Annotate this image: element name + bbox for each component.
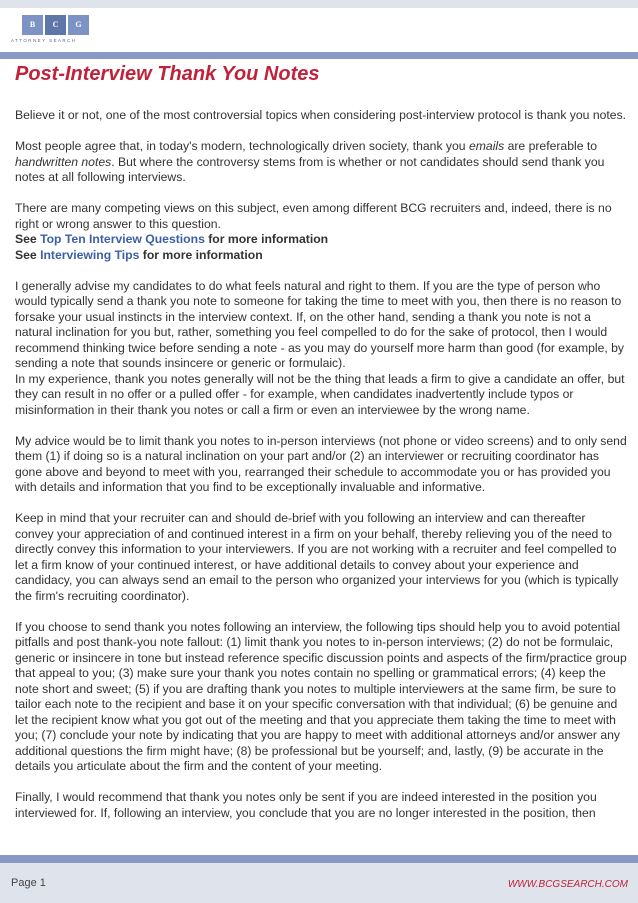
page-number: Page 1 — [11, 877, 46, 889]
recruiter-paragraph: Keep in mind that your recruiter can and should de-brief with you following an interview and can thereafter convey your appreciation of and continued interest in a firm on your behalf, thereby relieving you of the need to directly convey this information to your interviewers. If you are not working with a recruiter and feel compelled to let a firm know of your continued interest, or have additional details to convey about your experience and candidacy, you can always send an email to the person who organized your interviews for you (which is typically the firm's recruiting coordinator). — [15, 511, 619, 603]
experience-paragraph: In my experience, thank you notes generally will not be the thing that leads a firm to give a candidate an offer, but they can result in no offer or a pulled offer - for example, when candidates inadvertently include typos or misinformation in their thank you notes or call a firm or even an interviewee by the wrong name. — [15, 371, 625, 417]
logo-letter-c: C — [45, 15, 66, 35]
logo-letter-g: G — [68, 15, 89, 35]
views-paragraph: There are many competing views on this subject, even among different BCG recruiters and, indeed, there is no right or wrong answer to this question. — [15, 201, 612, 231]
footer-rule — [0, 855, 638, 863]
text-run: Most people agree that, in today's modern, technologically driven society, thank you — [15, 139, 469, 153]
logo-letters — [22, 15, 91, 35]
article-body — [15, 108, 627, 821]
limit-paragraph: My advice would be to limit thank you notes to in-person interviews (not phone or video screens) and to only send them (1) if doing so is a natural inclination on your part and/or (2) an interviewer or recruiting coordinator has gone above and beyond to meet with you, rearranged their schedule to accommodate you or has provided you with details and information that you find to be exceptionally invaluable and informative. — [15, 433, 627, 494]
logo-subtitle: ATTORNEY SEARCH — [11, 38, 77, 43]
page-title: Post-Interview Thank You Notes — [15, 63, 320, 85]
bcg-logo — [11, 15, 101, 47]
emails-paragraph — [15, 139, 627, 186]
see-prefix: See — [15, 247, 41, 262]
link-top-ten-interview-questions[interactable]: Top Ten Interview Questions — [40, 232, 205, 246]
text-run: . But where the controversy stems from is whether or not candidates should send thank you notes at all following interviews. — [15, 154, 605, 184]
tips-paragraph: If you choose to send thank you notes following an interview, the following tips should help you to avoid potential pitfalls and post thank-you note fallout: (1) limit thank you notes to in-person interviews; (2) do not be formulaic, generic or insincere in tone but instead reference specific discussion points and aspects of the firm/practice group that appeal to you; (3) make sure your thank you notes contain no spelling or grammatical errors; (4) keep the note short and sweet; (5) if you are drafting thank you notes to multiple interviewers at the same firm, be sure to tailor each note to the recipient and base it on your specific conversation with that individual; (6) be genuine and let the recipient know what you got out of the meeting and that you appreciate them taking the time to meet with you; (7) conclude your note by indicating that you are happy to meet with additional attorneys and/or answer any additional questions the firm might have; (8) be professional but be yourself; and, lastly, (9) be accurate in the details you articulate about the firm and the content of your meeting. — [15, 619, 627, 773]
page-footer — [0, 863, 638, 903]
header-rule — [0, 52, 638, 59]
see-also-line — [15, 248, 627, 264]
site-url[interactable]: WWW.BCGSEARCH.COM — [507, 879, 628, 890]
finally-paragraph: Finally, I would recommend that thank you notes only be sent if you are indeed interested in the position you interviewed for. If, following an interview, you conclude that you are no longer interested in the position, then — [15, 790, 597, 820]
text-run: are preferable to — [504, 139, 598, 153]
intro-paragraph: Believe it or not, one of the most controversial topics when considering post-interview protocol is thank you notes. — [15, 108, 627, 122]
advice-paragraph: I generally advise my candidates to do what feels natural and right to them. If you are the type of person who would typically send a thank you note to someone for taking the time to meet with you, then there is no reason to forsake your usual instincts in the interview context. If, on the other hand, sending a thank you note is not a natural inclination for you but, rather, something you feel compelled to do for the sake of protocol, then I would recommend thinking twice before sending a note - as you may do yourself more harm than good (for example, by sending a note that sounds insincere or generic or formulaic). — [15, 278, 625, 370]
see-prefix: See — [15, 232, 41, 246]
see-suffix: for more information — [139, 247, 263, 262]
see-suffix: for more information — [204, 232, 329, 246]
top-bar — [0, 0, 638, 8]
emphasis-emails: emails — [468, 139, 505, 153]
see-also-line — [15, 232, 627, 248]
logo-letter-b: B — [22, 15, 43, 35]
emphasis-handwritten: handwritten notes — [15, 154, 112, 169]
link-interviewing-tips[interactable]: Interviewing Tips — [40, 247, 140, 262]
